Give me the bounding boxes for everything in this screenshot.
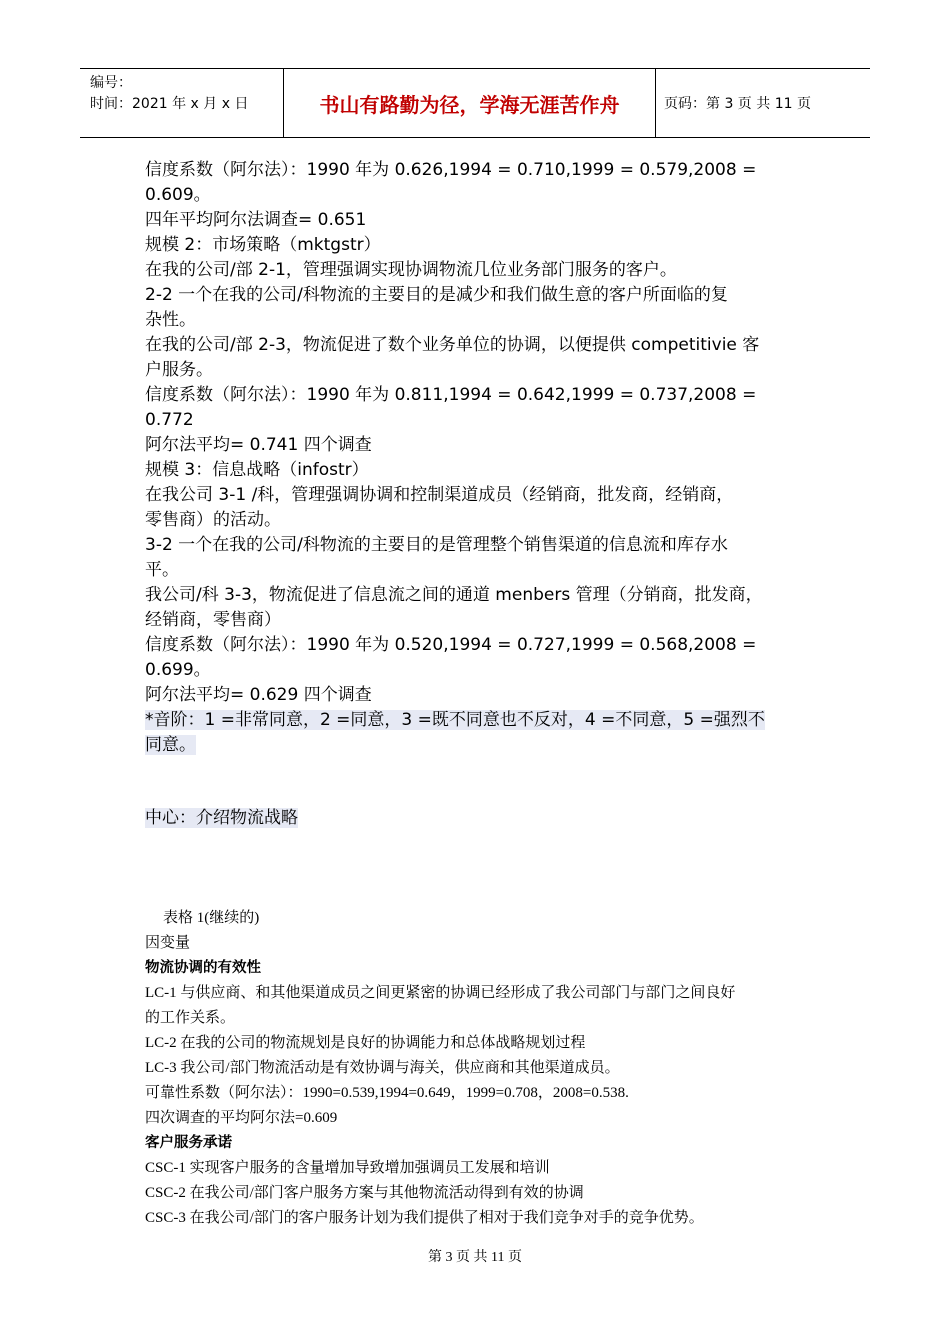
scale-note-line <box>145 708 825 733</box>
body-line: 阿尔法平均= 0.741 四个调查 <box>145 435 372 455</box>
average-line: 四次调查的平均阿尔法=0.609 <box>145 1110 338 1126</box>
item-line: LC-2 在我的公司的物流规划是良好的协调能力和总体战略规划过程 <box>145 1035 586 1051</box>
body-line: 2-2 一个在我的公司/科物流的主要目的是减少和我们做生意的客户所面临的复 <box>145 285 728 305</box>
header-meta <box>80 69 283 137</box>
body-line: 杂性。 <box>145 310 196 330</box>
table-caption: 表格 1(继续的) <box>163 910 260 926</box>
document-number-label: 编号： <box>90 75 132 91</box>
item-line: 的工作关系。 <box>145 1010 236 1026</box>
body-line: 在我公司 3-1 /科，管理强调协调和控制渠道成员（经销商，批发商，经销商， <box>145 485 734 505</box>
item-line: LC-1 与供应商、和其他渠道成员之间更紧密的协调已经形成了我公司部门与部门之间良好 <box>145 985 736 1001</box>
body-line: 信度系数（阿尔法）：1990 年为 0.811,1994 = 0.642,1999 = 0.737,2008 = <box>145 385 757 405</box>
table-continuation <box>145 906 825 1231</box>
item-line: CSC-1 实现客户服务的含量增加导致增加强调员工发展和培训 <box>145 1160 550 1176</box>
body-line: 规模 2：市场策略（mktgstr） <box>145 235 381 255</box>
body-line: 阿尔法平均= 0.629 四个调查 <box>145 685 372 705</box>
header-motto: 书山有路勤为径，学海无涯苦作舟 <box>283 69 656 137</box>
scale-note-text: *音阶：1 =非常同意，2 =同意，3 =既不同意也不反对，4 =不同意，5 =强烈不 <box>145 710 765 730</box>
reliability-line: 可靠性系数（阿尔法）：1990=0.539,1994=0.649，1999=0.708，2008=0.538. <box>145 1085 629 1101</box>
item-line: CSC-2 在我公司/部门客户服务方案与其他物流活动得到有效的协调 <box>145 1185 584 1201</box>
body-line: 在我的公司/部 2-1，管理强调实现协调物流几位业务部门服务的客户。 <box>145 260 677 280</box>
body-line: 信度系数（阿尔法）：1990 年为 0.520,1994 = 0.727,1999 = 0.568,2008 = <box>145 635 757 655</box>
subsection-heading: 物流协调的有效性 <box>145 960 261 976</box>
scale-note-text: 同意。 <box>145 735 196 755</box>
body-line: 四年平均阿尔法调查= 0.651 <box>145 210 367 230</box>
section-title-text: 中心：介绍物流战略 <box>145 808 298 828</box>
body-line: 3-2 一个在我的公司/科物流的主要目的是管理整个销售渠道的信息流和库存水 <box>145 535 728 555</box>
header-page-label: 页码：第 3 页 共 11 页 <box>664 96 811 112</box>
body-line: 0.699。 <box>145 660 211 680</box>
body-line: 零售商）的活动。 <box>145 510 281 530</box>
scale-note-line <box>145 733 825 758</box>
page-footer: 第 3 页 共 11 页 <box>428 1250 522 1265</box>
subsection-heading: 客户服务承诺 <box>145 1135 232 1151</box>
body-line: 平。 <box>145 560 179 580</box>
body-line: 信度系数（阿尔法）：1990 年为 0.626,1994 = 0.710,1999 = 0.579,2008 = <box>145 160 757 180</box>
body-line: 在我的公司/部 2-3，物流促进了数个业务单位的协调，以便提供 competitivie 客 <box>145 335 760 355</box>
body-line: 规模 3：信息战略（infostr） <box>145 460 369 480</box>
item-line: LC-3 我公司/部门物流活动是有效协调与海关，供应商和其他渠道成员。 <box>145 1060 620 1076</box>
page-header <box>80 68 870 138</box>
section-title <box>145 806 298 831</box>
document-date-label: 时间：2021 年 x 月 x 日 <box>90 96 249 112</box>
body-line: 我公司/科 3-3，物流促进了信息流之间的通道 menbers 管理（分销商，批发商， <box>145 585 763 605</box>
body-line: 0.609。 <box>145 185 211 205</box>
dependent-variable-label: 因变量 <box>145 935 191 951</box>
body-line: 经销商，零售商） <box>145 610 281 630</box>
body-line: 户服务。 <box>145 360 213 380</box>
item-line: CSC-3 在我公司/部门的客户服务计划为我们提供了相对于我们竞争对手的竞争优势。 <box>145 1210 704 1226</box>
body-line: 0.772 <box>145 410 194 430</box>
body-text <box>145 158 825 758</box>
